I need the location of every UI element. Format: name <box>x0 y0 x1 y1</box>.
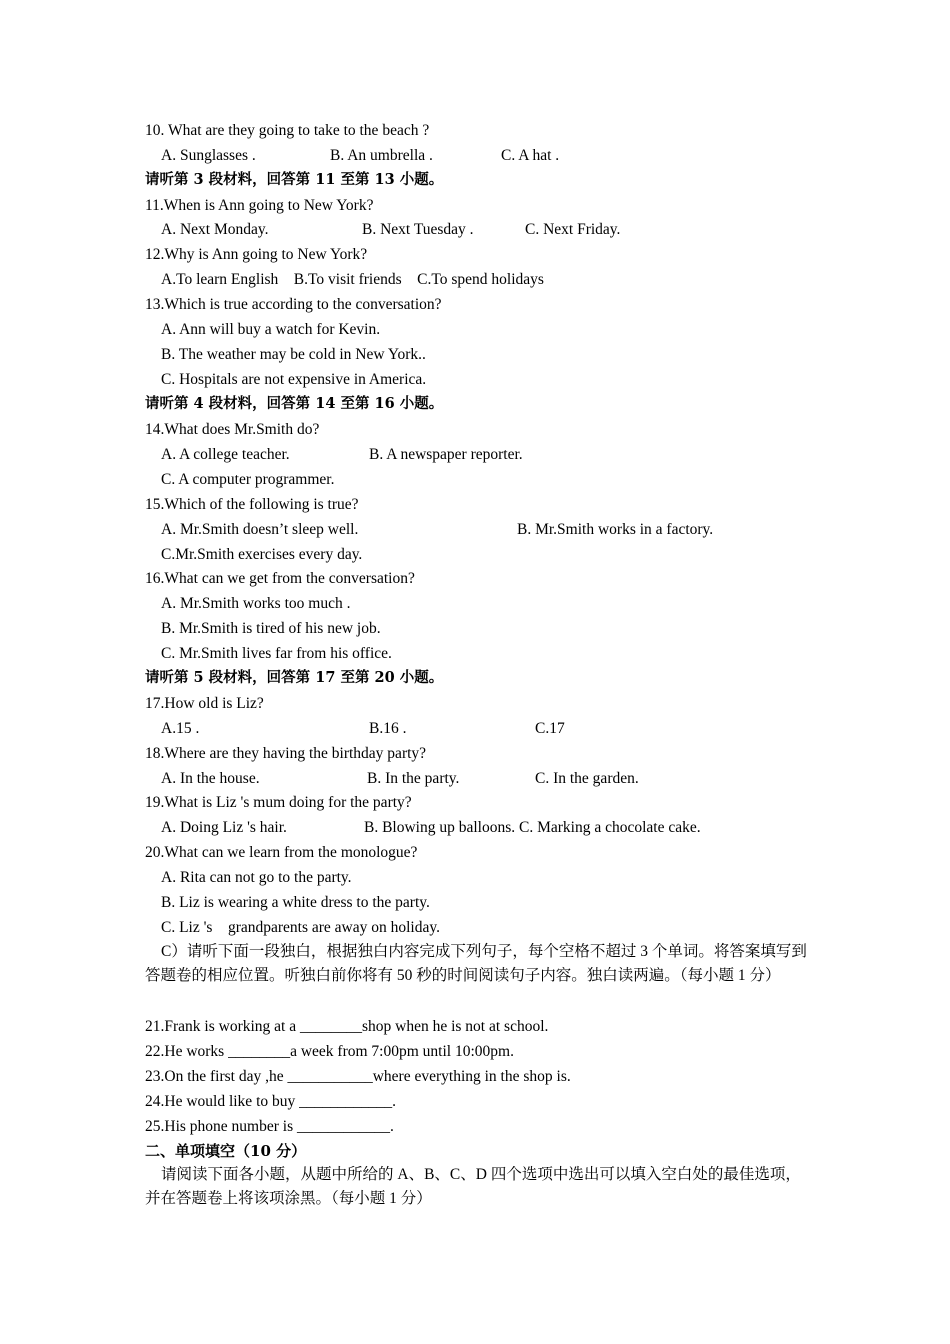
option-bc: B. Blowing up balloons. C. Marking a chocolate cake. <box>364 819 701 836</box>
option-a: A. Mr.Smith works too much . <box>161 595 351 612</box>
section-heading: 请听第 3 段材料，回答第 11 至第 13 小题。 <box>145 171 444 188</box>
option-c: C. In the garden. <box>535 770 639 787</box>
part-c-instructions: C）请听下面一段独白，根据独白内容完成下列句子，每个空格不超过 3 个单词。将答案填写到答题卷的相应位置。听独白前你将有 50 秒的时间阅读句子内容。独白读两遍。（每小题 1 分） <box>145 943 807 984</box>
option-a: A. Ann will buy a watch for Kevin. <box>161 321 381 338</box>
option-c: C. A computer programmer. <box>161 471 335 488</box>
options-line: A.To learn English B.To visit friends C.To spend holidays <box>161 271 544 288</box>
option-a: A. Mr.Smith doesn’t sleep well. <box>161 521 359 538</box>
option-a: A. Rita can not go to the party. <box>161 869 352 886</box>
question-text: 14.What does Mr.Smith do? <box>145 421 320 438</box>
section-heading: 请听第 5 段材料，回答第 17 至第 20 小题。 <box>145 669 444 686</box>
option-b: B. A newspaper reporter. <box>369 446 523 463</box>
question-text: 18.Where are they having the birthday party? <box>145 745 427 762</box>
question-21: 21.Frank is working at a ________shop when he is not at school. <box>145 1018 549 1035</box>
option-b: B. Mr.Smith works in a factory. <box>517 521 714 538</box>
option-a: A.15 . <box>161 720 200 737</box>
question-24: 24.He would like to buy ____________. <box>145 1093 396 1110</box>
option-a: A. In the house. <box>161 770 260 787</box>
question-22: 22.He works ________a week from 7:00pm until 10:00pm. <box>145 1043 514 1060</box>
question-text: 16.What can we get from the conversation? <box>145 570 415 587</box>
option-c: C. A hat . <box>501 147 560 164</box>
option-b: B. Mr.Smith is tired of his new job. <box>161 620 381 637</box>
option-b: B. Next Tuesday . <box>362 221 474 238</box>
question-text: 11.When is Ann going to New York? <box>145 197 374 214</box>
option-c: C.17 <box>535 720 565 737</box>
option-a: A. A college teacher. <box>161 446 290 463</box>
option-c: C. Liz 's grandparents are away on holiday. <box>161 919 440 936</box>
option-a: A. Sunglasses . <box>161 147 256 164</box>
option-c: C. Hospitals are not expensive in America. <box>161 371 427 388</box>
option-b: B. An umbrella . <box>330 147 433 164</box>
option-b: B.16 . <box>369 720 407 737</box>
option-b: B. In the party. <box>367 770 460 787</box>
question-text: 12.Why is Ann going to New York? <box>145 246 368 263</box>
option-b: B. The weather may be cold in New York.. <box>161 346 426 363</box>
option-c: C.Mr.Smith exercises every day. <box>161 546 363 563</box>
part-2-instructions: 请阅读下面各小题，从题中所给的 A、B、C、D 四个选项中选出可以填入空白处的最佳选项，并在答题卷上将该项涂黑。（每小题 1 分） <box>145 1166 801 1207</box>
question-text: 17.How old is Liz? <box>145 695 264 712</box>
question-text: 10. What are they going to take to the beach ? <box>145 122 430 139</box>
option-c: C. Next Friday. <box>525 221 621 238</box>
question-text: 19.What is Liz 's mum doing for the party? <box>145 794 412 811</box>
question-23: 23.On the first day ,he ___________where everything in the shop is. <box>145 1068 571 1085</box>
part-2-title: 二、单项填空（10 分） <box>145 1142 307 1160</box>
section-heading: 请听第 4 段材料，回答第 14 至第 16 小题。 <box>145 395 444 412</box>
option-c: C. Mr.Smith lives far from his office. <box>161 645 392 662</box>
question-text: 15.Which of the following is true? <box>145 496 359 513</box>
question-text: 20.What can we learn from the monologue? <box>145 844 418 861</box>
question-text: 13.Which is true according to the conversation? <box>145 296 442 313</box>
option-b: B. Liz is wearing a white dress to the party. <box>161 894 430 911</box>
option-a: A. Doing Liz 's hair. <box>161 819 287 836</box>
question-25: 25.His phone number is ____________. <box>145 1118 394 1135</box>
option-a: A. Next Monday. <box>161 221 269 238</box>
